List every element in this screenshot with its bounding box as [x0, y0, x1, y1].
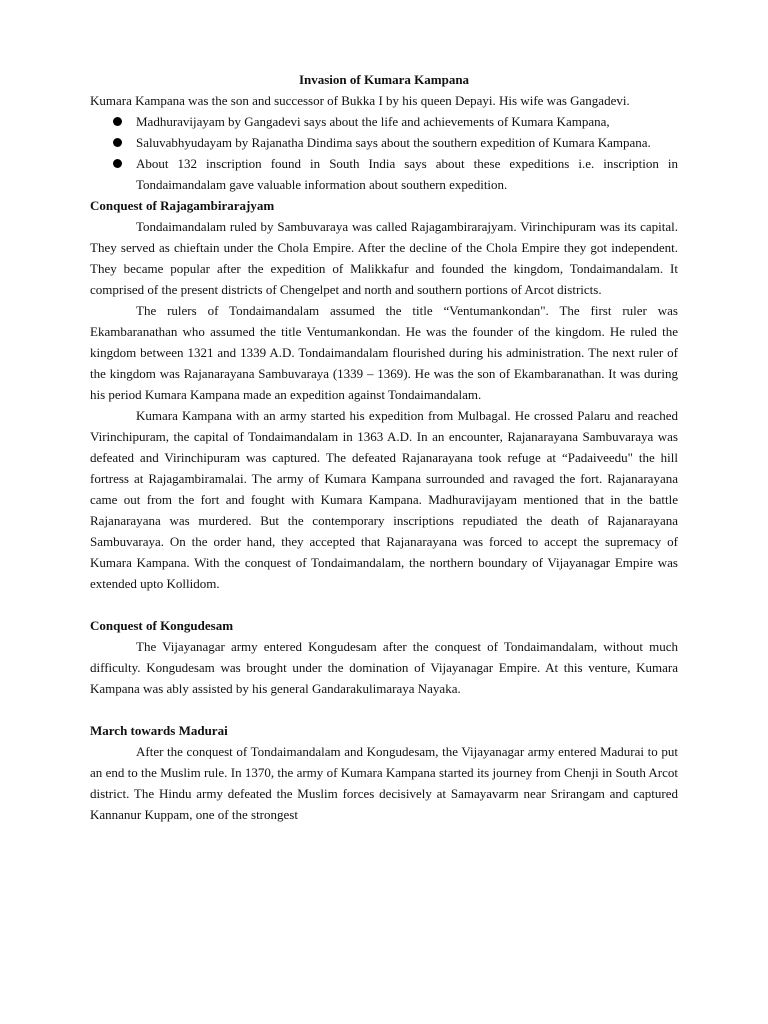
bullet-icon [113, 138, 122, 147]
section-spacer [90, 594, 678, 615]
source-list-item [136, 111, 678, 132]
intro-paragraph: Kumara Kampana was the son and successor of Bukka I by his queen Depayi. His wife was Gangadevi. [90, 93, 630, 108]
source-list [90, 111, 678, 195]
body-paragraph: Tondaimandalam ruled by Sambuvaraya was called Rajagambirarajyam. Virinchipuram was its capital. They served as chieftain under the Chola Empire. After the decline of the Chola Empire they got independent. They became popular after the expedition of Malikkafur and founded the kingdom, Tondaimandalam. It comprised of the present districts of Chengelpet and north and southern portions of Arcot districts. [90, 219, 678, 297]
section-spacer [90, 699, 678, 720]
section-heading-madurai: March towards Madurai [90, 723, 228, 738]
bullet-icon [113, 159, 122, 168]
source-list-item-text: Saluvabhyudayam by Rajanatha Dindima says about the southern expedition of Kumara Kampana. [136, 135, 651, 150]
body-paragraph: The Vijayanagar army entered Kongudesam after the conquest of Tondaimandalam, without much difficulty. Kongudesam was brought under the domination of Vijayanagar Empire. At this venture, Kumara Kampana was ably assisted by his general Gandarakulimaraya Nayaka. [90, 639, 678, 696]
source-list-item [136, 153, 678, 195]
source-list-item-text: Madhuravijayam by Gangadevi says about the life and achievements of Kumara Kampana, [136, 114, 610, 129]
section-heading-kongudesam: Conquest of Kongudesam [90, 618, 234, 633]
body-paragraph: The rulers of Tondaimandalam assumed the title “Ventumankondan". The first ruler was Ekambaranathan who assumed the title Ventumankondan. He was the founder of the kingdom. He ruled the kingdom between 1321 and 1339 A.D. Tondaimandalam flourished during his administration. The next ruler of the kingdom was Rajanarayana Sambuvaraya (1339 – 1369). He was the son of Ekambaranathan. It was during his period Kumara Kampana made an expedition against Tondaimandalam. [90, 303, 678, 402]
source-list-item [136, 132, 678, 153]
bullet-icon [113, 117, 122, 126]
body-paragraph: Kumara Kampana with an army started his expedition from Mulbagal. He crossed Palaru and reached Virinchipuram, the capital of Tondaimandalam in 1363 A.D. In an encounter, Rajanarayana Sambuvaraya was defeated and Virinchipuram was captured. The defeated Rajanarayana took refuge at “Padaiveedu" the hill fortress at Rajagambiramalai. The army of Kumara Kampana surrounded and ravaged the fort. Rajanarayana came out from the fort and fought with Kumara Kampana. Madhuravijayam mentioned that in the battle Rajanarayana was murdered. But the contemporary inscriptions repudiated the death of Rajanarayana Sambuvaraya. On the order hand, they accepted that Rajanarayana was forced to accept the supremacy of Kumara Kampana. With the conquest of Tondaimandalam, the northern boundary of Vijayanagar Empire was extended upto Kollidom. [90, 408, 678, 591]
section-heading-rajagambirarajyam: Conquest of Rajagambirarajyam [90, 198, 275, 213]
source-list-item-text: About 132 inscription found in South India says about these expeditions i.e. inscription in Tondaimandalam gave valuable information about southern expedition. [136, 156, 678, 192]
body-paragraph: After the conquest of Tondaimandalam and Kongudesam, the Vijayanagar army entered Madurai to put an end to the Muslim rule. In 1370, the army of Kumara Kampana started its journey from Chenji in South Arcot district. The Hindu army defeated the Muslim forces decisively at Samayavarm near Srirangam and captured Kannanur Kuppam, one of the strongest [90, 744, 678, 822]
document-title: Invasion of Kumara Kampana [298, 72, 470, 87]
